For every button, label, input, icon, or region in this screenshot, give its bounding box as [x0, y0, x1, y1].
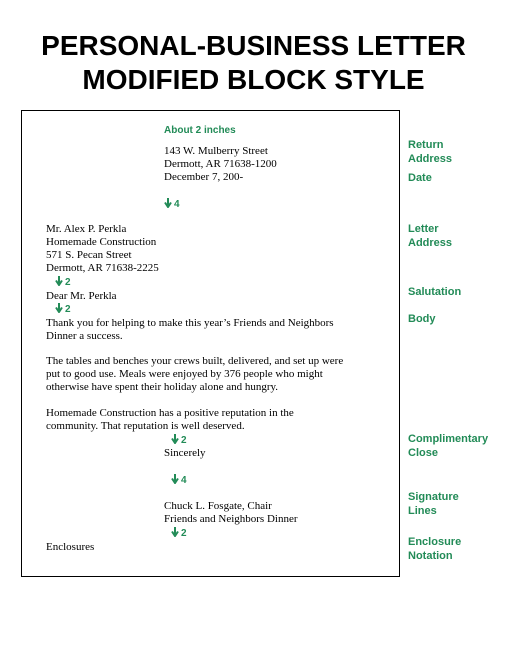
label-line: Address	[408, 153, 453, 165]
label-line: Address	[408, 237, 453, 249]
spacing-count: 2	[181, 528, 187, 539]
down-arrow-icon	[55, 276, 63, 286]
body-p2-line-1: The tables and benches your crews built, delivered, and set up were	[46, 355, 344, 367]
body-p3-line-2: community. That reputation is well deserved.	[46, 420, 245, 432]
body-p3-line-1: Homemade Construction has a positive reputation in the	[46, 407, 294, 419]
body-p2-line-2: put to good use. Meals were enjoyed by 376 people who might	[46, 368, 323, 380]
down-arrow-icon	[171, 434, 179, 444]
body-p1-line-1: Thank you for helping to make this year’s Friends and Neighbors	[46, 317, 334, 329]
down-arrow-icon	[164, 198, 172, 208]
return-address-line-1: 143 W. Mulberry Street	[164, 145, 268, 157]
letter-date: December 7, 200-	[164, 171, 244, 183]
page-title-line-2: MODIFIED BLOCK STYLE	[82, 64, 425, 95]
label-salutation: Salutation	[408, 286, 462, 298]
label-enclosure-notation	[408, 535, 461, 563]
down-arrow-icon	[171, 527, 179, 537]
label-line: Notation	[408, 550, 453, 562]
label-line: Return	[408, 139, 444, 151]
label-line: Enclosure	[408, 536, 462, 548]
top-margin-note: About 2 inches	[164, 125, 236, 136]
label-line: Complimentary	[408, 433, 489, 445]
label-date: Date	[408, 172, 432, 184]
return-address-line-2: Dermott, AR 71638-1200	[164, 158, 277, 170]
label-line: Close	[408, 447, 438, 459]
letter-address-line-3: 571 S. Pecan Street	[46, 249, 132, 261]
label-signature-lines	[408, 490, 459, 518]
complimentary-close: Sincerely	[164, 447, 206, 459]
spacing-marker-after-close	[171, 474, 187, 487]
label-body: Body	[408, 313, 436, 325]
spacing-count: 4	[174, 199, 180, 210]
label-line: Signature	[408, 491, 459, 503]
body-p1-line-2: Dinner a success.	[46, 330, 123, 342]
label-line: Letter	[408, 223, 439, 235]
spacing-count: 2	[181, 435, 187, 446]
spacing-marker-after-salutation	[55, 303, 71, 316]
label-letter-address	[408, 222, 452, 250]
letter-address-line-4: Dermott, AR 71638-2225	[46, 262, 159, 274]
label-complimentary-close	[408, 432, 488, 460]
label-return-address	[408, 138, 452, 166]
letter-address-line-2: Homemade Construction	[46, 236, 157, 248]
spacing-marker-before-enclosure	[171, 527, 187, 540]
spacing-marker-before-salutation	[55, 276, 71, 289]
spacing-count: 2	[65, 304, 71, 315]
signature-line-2: Friends and Neighbors Dinner	[164, 513, 298, 525]
body-p2-line-3: otherwise have spent their holiday alone and hungry.	[46, 381, 279, 393]
page-title-line-1: PERSONAL-BUSINESS LETTER	[41, 30, 466, 61]
down-arrow-icon	[171, 474, 179, 484]
spacing-count: 4	[181, 475, 187, 486]
spacing-marker-after-date	[164, 198, 180, 211]
label-line: Lines	[408, 505, 437, 517]
salutation: Dear Mr. Perkla	[46, 290, 117, 302]
letter-address-line-1: Mr. Alex P. Perkla	[46, 223, 127, 235]
down-arrow-icon	[55, 303, 63, 313]
signature-line-1: Chuck L. Fosgate, Chair	[164, 500, 272, 512]
enclosure: Enclosures	[46, 541, 95, 553]
spacing-marker-before-close	[171, 434, 187, 447]
spacing-count: 2	[65, 277, 71, 288]
